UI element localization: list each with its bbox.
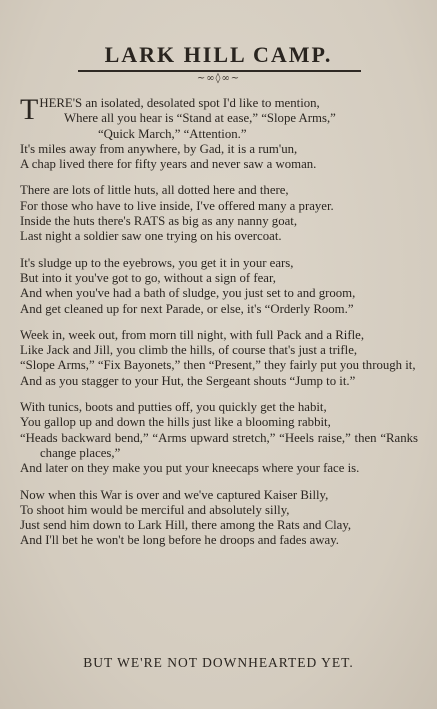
stanza-1 (20, 93, 418, 172)
poem-line: It's miles away from anywhere, by Gad, it is a rum'un, (20, 141, 298, 156)
ornament-flourish: ~∞◊∞~ (196, 73, 241, 84)
poem-line: “Quick March,” “Attention.” (98, 126, 247, 141)
poem-line: You gallop up and down the hills just like a blooming rabbit, (20, 415, 331, 430)
poem-line: There are lots of little huts, all dotted here and there, (20, 183, 289, 198)
poem-line: And get cleaned up for next Parade, or else, it's “Orderly Room.” (20, 301, 354, 316)
poem-line: To shoot him would be merciful and absolutely silly, (20, 502, 290, 517)
closing-line: BUT WE'RE NOT DOWNHEARTED YET. (83, 655, 354, 670)
poem-line: And when you've had a bath of sludge, you just set to and groom, (20, 286, 356, 301)
poem-line: For those who have to live inside, I've offered many a prayer. (20, 198, 334, 213)
poem-line: HERE'S an isolated, desolated spot I'd like to mention, (39, 96, 320, 110)
poem-line: Where all you hear is “Stand at ease,” “Slope Arms,” (64, 111, 336, 126)
poem-line: Now when this War is over and we've captured Kaiser Billy, (20, 487, 329, 502)
poem-line: Inside the huts there's RATS as big as any nanny goat, (20, 214, 298, 229)
stanza-5 (20, 400, 418, 476)
stanza-6 (20, 488, 418, 549)
poem-line: “Heads backward bend,” “Arms upward stretch,” “Heels raise,” then “Ranks change places,” (20, 430, 418, 460)
poem-line: A chap lived there for fifty years and never saw a woman. (20, 157, 317, 172)
poem-line: Just send him down to Lark Hill, there among the Rats and Clay, (20, 518, 352, 533)
stanza-2 (20, 183, 418, 244)
poem-line: With tunics, boots and putties off, you quickly get the habit, (20, 400, 327, 415)
stanza-3 (20, 256, 418, 317)
poem-line: Week in, week out, from morn till night, with full Pack and a Rifle, (20, 327, 365, 342)
poem-title: LARK HILL CAMP. (104, 42, 333, 67)
drop-cap: T (20, 93, 39, 126)
stanza-4 (20, 328, 418, 389)
poem-line: “Slope Arms,” “Fix Bayonets,” then “Present,” they fairly put you through it, (20, 358, 416, 373)
poem-line: And later on they make you put your kneecaps where your face is. (20, 461, 360, 476)
poem-line: Last night a soldier saw one trying on his overcoat. (20, 229, 282, 244)
poem-line: But into it you've got to go, without a sign of fear, (20, 270, 276, 285)
poem-line: Like Jack and Jill, you climb the hills, of course that's just a trifle, (20, 343, 358, 358)
poem-line: And as you stagger to your Hut, the Sergeant shouts “Jump to it.” (20, 373, 356, 388)
poem-line: It's sludge up to the eyebrows, you get it in your ears, (20, 255, 294, 270)
poem-line: And I'll bet he won't be long before he droops and fades away. (20, 533, 339, 548)
title-underline (78, 70, 361, 72)
poem-body (20, 93, 418, 560)
